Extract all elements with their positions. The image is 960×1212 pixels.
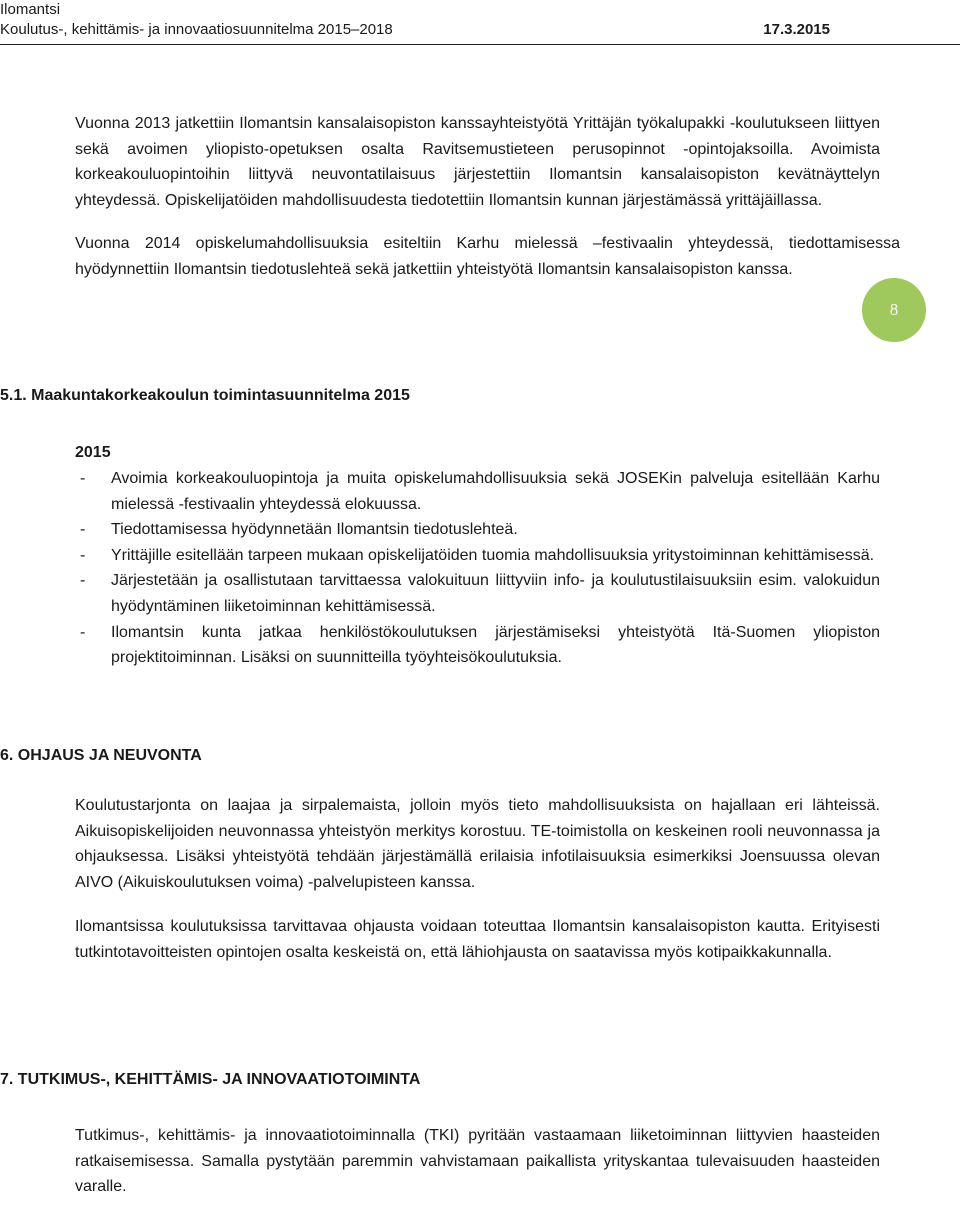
intro-section: [75, 111, 900, 295]
page-header: [0, 0, 960, 45]
section-6-heading: 6. OHJAUS JA NEUVONTA: [0, 747, 202, 764]
plan-list: [75, 466, 880, 671]
section-6-body: [75, 793, 880, 978]
section-6-paragraph-1: Koulutustarjonta on laajaa ja sirpalemaista, jolloin myös tieto mahdollisuuksista on hajallaan eri lähteissä. Aikuisopiskelijoiden neuvonnassa yhteistyön merkitys korostuu. TE-toimistolla on keskeinen rooli neuvonnassa ja ohjauksessa. Lisäksi yhteistyötä tehdään järjestämällä erilaisia infotilaisuuksia esimerkiksi Joensuussa olevan AIVO (Aikuiskoulutuksen voima) -palvelupisteen kanssa.: [75, 797, 880, 891]
section-7-paragraph-1: Tutkimus-, kehittämis- ja innovaatiotoiminnalla (TKI) pyritään vastaamaan liiketoiminnan liittyvien haasteiden ratkaisemisessa. Samalla pystytään paremmin vahvistamaan paikallista yrityskantaa tulevaisuuden haasteiden varalle.: [75, 1127, 880, 1196]
list-item: - Tiedottamisessa hyödynnetään Ilomantsin tiedotuslehteä.: [80, 521, 518, 539]
section-7-heading: 7. TUTKIMUS-, KEHITTÄMIS- JA INNOVAATIOTOIMINTA: [0, 1071, 421, 1088]
plan-year-label: 2015: [75, 444, 111, 461]
intro-paragraph-2013: Vuonna 2013 jatkettiin Ilomantsin kansalaisopiston kanssayhteistyötä Yrittäjän työkalupakki -koulutukseen liittyen sekä avoimen yliopisto-opetuksen osalta Ravitsemustieteen perusopinnot -opintojaksoilla. Avoimista korkeakouluopintoihin liittyvä neuvontatilaisuus järjestettiin Ilomantsin kansalaisopiston kevätnäyttelyn yhteydessä. Opiskelijatöiden mahdollisuudesta tiedotettiin Ilomantsin kunnan järjestämässä yrittäjäillassa.: [75, 115, 880, 209]
section-6-paragraph-2: Ilomantsissa koulutuksissa tarvittavaa ohjausta voidaan toteuttaa Ilomantsin kansalaisopiston kautta. Erityisesti tutkintotavoitteisten opintojen osalta keskeistä on, että lähiohjausta on saatavissa myös kotipaikkakunnalla.: [75, 918, 880, 961]
header-date: 17.3.2015: [763, 21, 830, 38]
section-7-body: [75, 1123, 880, 1212]
list-item: - Järjestetään ja osallistutaan tarvittaessa valokuituun liittyviin info- ja koulutustilaisuuksiin esim. valokuidun hyödyntäminen liiketoiminnan kehittämisessä.: [80, 572, 880, 615]
list-item: - Avoimia korkeakouluopintoja ja muita opiskelumahdollisuuksia sekä JOSEKin palveluja esitellään Karhu mielessä -festivaalin yhteydessä elokuussa.: [80, 470, 880, 513]
header-title: Koulutus-, kehittämis- ja innovaatiosuunnitelma 2015–2018: [0, 21, 393, 38]
header-org: Ilomantsi: [0, 1, 61, 18]
list-item: - Yrittäjille esitellään tarpeen mukaan opiskelijatöiden tuomia mahdollisuuksia yritystoiminnan kehittämisessä.: [80, 546, 875, 564]
page-number-badge: 8: [862, 278, 926, 342]
list-item: - Ilomantsin kunta jatkaa henkilöstökoulutuksen järjestämiseksi yhteistyötä Itä-Suomen yliopiston projektitoiminnan. Lisäksi on suunnitteilla työyhteisökoulutuksia.: [80, 623, 880, 667]
section-5-1-heading: 5.1. Maakuntakorkeakoulun toimintasuunnitelma 2015: [0, 387, 410, 404]
intro-paragraph-2014: Vuonna 2014 opiskelumahdollisuuksia esiteltiin Karhu mielessä –festivaalin yhteydessä, tiedottamisessa hyödynnettiin Ilomantsin tiedotuslehteä sekä jatkettiin yhteistyötä Ilomantsin kansalaisopiston kanssa.: [75, 235, 900, 278]
